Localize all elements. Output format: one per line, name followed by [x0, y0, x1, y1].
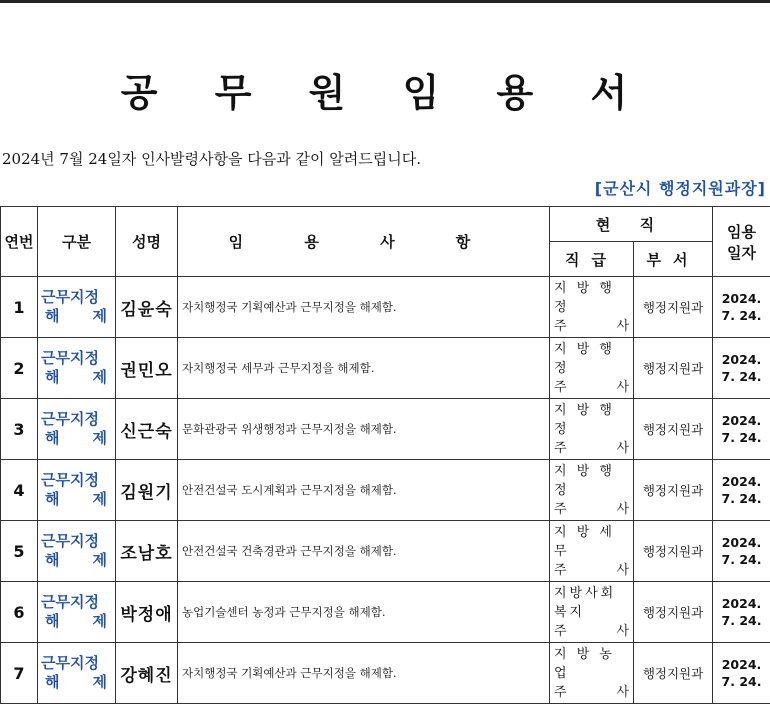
row-date-top: 2024.	[713, 290, 770, 307]
row-type	[38, 277, 116, 338]
row-rank-b1: 주	[554, 439, 567, 458]
row-dept: 행정지원과	[634, 338, 713, 399]
header-date-bottom: 일자	[713, 242, 770, 263]
row-rank-top: 지방사회복지	[554, 584, 629, 622]
row-date-bottom: 7. 24.	[713, 551, 770, 568]
row-type-b2: 제	[93, 612, 108, 631]
row-type-b2: 제	[93, 429, 108, 448]
row-type-top: 근무지정	[41, 349, 115, 368]
row-rank-b2: 사	[616, 317, 629, 336]
row-name: 조남호	[116, 521, 178, 582]
header-date	[713, 207, 770, 277]
header-name: 성명	[116, 207, 178, 277]
table-row	[1, 582, 770, 643]
row-type	[38, 460, 116, 521]
row-date	[713, 338, 770, 399]
row-rank-top: 지 방 행 정	[554, 462, 629, 500]
row-type	[38, 338, 116, 399]
row-no: 6	[1, 582, 38, 643]
row-matter: 농업기술센터 농정과 근무지정을 해제함.	[178, 582, 550, 643]
row-type	[38, 643, 116, 704]
row-type-b2: 제	[93, 551, 108, 570]
table-row	[1, 521, 770, 582]
row-type	[38, 521, 116, 582]
row-type	[38, 582, 116, 643]
row-date	[713, 460, 770, 521]
row-rank-b1: 주	[554, 561, 567, 580]
row-matter: 안전건설국 건축경관과 근무지정을 해제함.	[178, 521, 550, 582]
row-type	[38, 399, 116, 460]
table-row	[1, 277, 770, 338]
row-matter: 문화관광국 위생행정과 근무지정을 해제함.	[178, 399, 550, 460]
row-rank-b2: 사	[616, 378, 629, 397]
row-date-bottom: 7. 24.	[713, 673, 770, 690]
row-rank-b2: 사	[616, 683, 629, 702]
row-date-top: 2024.	[713, 534, 770, 551]
row-rank-b1: 주	[554, 317, 567, 336]
row-type-top: 근무지정	[41, 471, 115, 490]
row-rank-b1: 주	[554, 622, 567, 641]
row-no: 3	[1, 399, 38, 460]
row-rank	[550, 338, 634, 399]
row-name: 권민오	[116, 338, 178, 399]
row-rank-b2: 사	[616, 439, 629, 458]
row-type-b2: 제	[93, 673, 108, 692]
row-date	[713, 521, 770, 582]
row-name: 김윤숙	[116, 277, 178, 338]
header-matter: 임 용 사 항	[178, 207, 550, 277]
row-name: 신근숙	[116, 399, 178, 460]
row-name: 박정애	[116, 582, 178, 643]
top-border	[0, 0, 770, 3]
row-type-b2: 제	[93, 490, 108, 509]
row-no: 2	[1, 338, 38, 399]
row-matter: 자치행정국 기획예산과 근무지정을 해제함.	[178, 277, 550, 338]
table-row	[1, 338, 770, 399]
row-date-bottom: 7. 24.	[713, 307, 770, 324]
row-type-top: 근무지정	[41, 288, 115, 307]
row-no: 1	[1, 277, 38, 338]
row-rank-top: 지 방 행 정	[554, 340, 629, 378]
row-rank	[550, 643, 634, 704]
row-date-top: 2024.	[713, 412, 770, 429]
row-date-bottom: 7. 24.	[713, 490, 770, 507]
row-no: 5	[1, 521, 38, 582]
row-no: 4	[1, 460, 38, 521]
row-rank-b1: 주	[554, 683, 567, 702]
notice-text: 2024년 7월 24일자 인사발령사항을 다음과 같이 알려드립니다.	[2, 148, 421, 169]
row-type-b1: 해	[45, 429, 60, 448]
row-rank-top: 지 방 세 무	[554, 523, 629, 561]
row-dept: 행정지원과	[634, 521, 713, 582]
row-rank-b2: 사	[616, 500, 629, 519]
row-rank-top: 지 방 행 정	[554, 401, 629, 439]
header-no: 연번	[1, 207, 38, 277]
header-current: 현 직	[550, 207, 713, 242]
row-date	[713, 277, 770, 338]
row-name: 김원기	[116, 460, 178, 521]
row-type-top: 근무지정	[41, 532, 115, 551]
row-dept: 행정지원과	[634, 582, 713, 643]
row-matter: 자치행정국 세무과 근무지정을 해제함.	[178, 338, 550, 399]
row-type-top: 근무지정	[41, 654, 115, 673]
row-type-b1: 해	[45, 551, 60, 570]
row-rank	[550, 460, 634, 521]
row-type-b1: 해	[45, 307, 60, 326]
row-date	[713, 643, 770, 704]
sender-label: [군산시 행정지원과장]	[595, 176, 766, 199]
row-rank	[550, 277, 634, 338]
row-rank-b2: 사	[616, 622, 629, 641]
row-type-b1: 해	[45, 368, 60, 387]
row-date-bottom: 7. 24.	[713, 612, 770, 629]
row-matter: 자치행정국 기획예산과 근무지정을 해제함.	[178, 643, 550, 704]
row-date-bottom: 7. 24.	[713, 368, 770, 385]
row-type-b1: 해	[45, 673, 60, 692]
row-dept: 행정지원과	[634, 460, 713, 521]
row-matter: 안전건설국 도시계획과 근무지정을 해제함.	[178, 460, 550, 521]
document-title: 공 무 원 임 용 서	[0, 62, 770, 117]
row-date-top: 2024.	[713, 595, 770, 612]
row-date-top: 2024.	[713, 351, 770, 368]
header-date-top: 임용	[713, 221, 770, 242]
table-row	[1, 399, 770, 460]
row-rank-top: 지 방 농 업	[554, 645, 629, 683]
row-no: 7	[1, 643, 38, 704]
header-rank: 직급	[550, 242, 634, 277]
row-type-top: 근무지정	[41, 593, 115, 612]
row-rank-b1: 주	[554, 500, 567, 519]
row-date-top: 2024.	[713, 473, 770, 490]
row-dept: 행정지원과	[634, 399, 713, 460]
row-date-top: 2024.	[713, 656, 770, 673]
row-type-b1: 해	[45, 490, 60, 509]
header-dept: 부서	[634, 242, 713, 277]
row-type-b2: 제	[93, 307, 108, 326]
row-rank	[550, 521, 634, 582]
row-dept: 행정지원과	[634, 277, 713, 338]
row-rank-b1: 주	[554, 378, 567, 397]
table-row	[1, 643, 770, 704]
row-rank-b2: 사	[616, 561, 629, 580]
row-dept: 행정지원과	[634, 643, 713, 704]
row-type-top: 근무지정	[41, 410, 115, 429]
row-rank-top: 지 방 행 정	[554, 279, 629, 317]
row-date	[713, 399, 770, 460]
appointment-table	[0, 206, 770, 704]
row-rank	[550, 399, 634, 460]
row-type-b2: 제	[93, 368, 108, 387]
table-row	[1, 460, 770, 521]
header-type: 구분	[38, 207, 116, 277]
row-type-b1: 해	[45, 612, 60, 631]
row-rank	[550, 582, 634, 643]
row-name: 강혜진	[116, 643, 178, 704]
row-date-bottom: 7. 24.	[713, 429, 770, 446]
row-date	[713, 582, 770, 643]
